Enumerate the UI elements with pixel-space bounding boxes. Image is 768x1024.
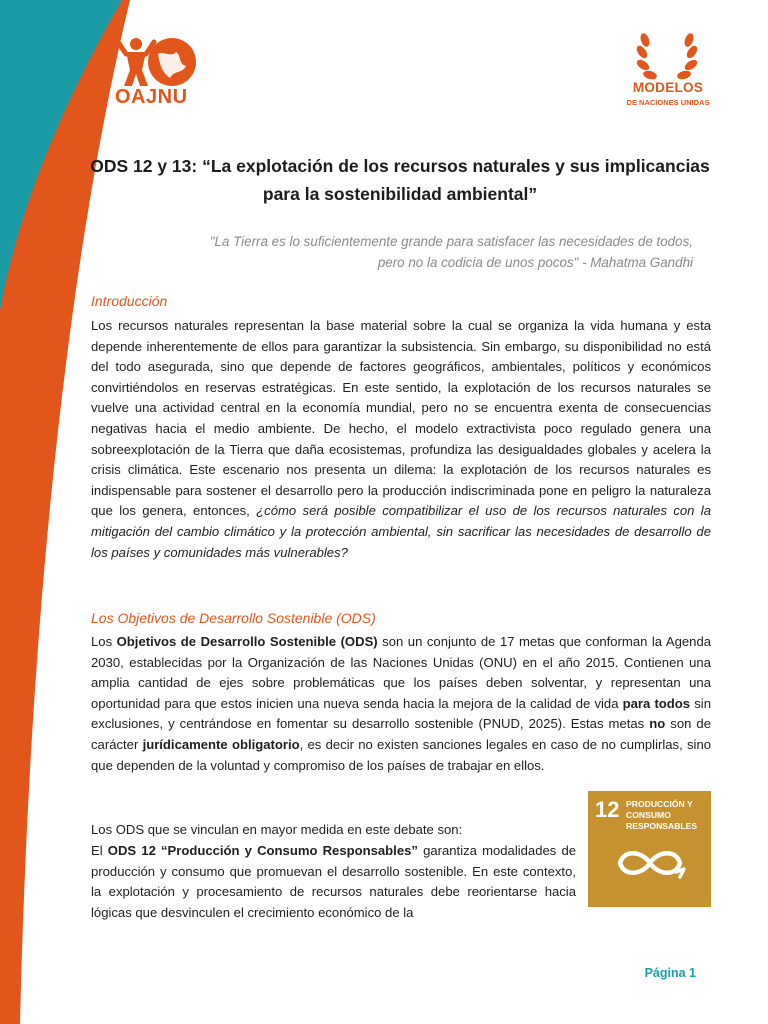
ods-bold-1: Objetivos de Desarrollo Sostenible (ODS) xyxy=(116,634,378,649)
intro-question: ¿cómo será posible compatibilizar el uso de los recursos naturales con la mitigación del cambio climático y la protección ambiental, sin sacrificar las necesidades de desarrollo de los países y comunidades más vulnerables? xyxy=(91,503,711,560)
modelos-logo-subtitle: DE NACIONES UNIDAS xyxy=(626,98,710,107)
intro-heading: Introducción xyxy=(91,293,168,309)
ods-paragraph xyxy=(91,632,711,776)
ods-bold-2: para todos xyxy=(622,695,691,711)
ods-bold-3: no xyxy=(649,716,666,732)
ods12-paragraph xyxy=(91,841,576,923)
ods-bold-4: jurídicamente obligatorio xyxy=(142,736,300,752)
ods-heading: Los Objetivos de Desarrollo Sostenible (ODS) xyxy=(91,610,376,626)
ods-text-3: sin exclusiones, y centrándose en fomentar su desarrollo sostenible (PNUD, 2025). Estas metas xyxy=(91,695,711,732)
sdg-12-tile xyxy=(588,791,711,907)
ods12-bold-1: ODS 12 “Producción y Consumo Responsables” xyxy=(107,843,418,858)
intro-paragraph xyxy=(91,316,711,563)
ods-text-4: son de carácter xyxy=(91,716,711,752)
quote-line-1: "La Tierra es lo suficientemente grande para satisfacer las necesidades de todos, xyxy=(209,234,693,249)
document-title: ODS 12 y 13: “La explotación de los recursos naturales y sus implicancias para la sostenibilidad ambiental” xyxy=(90,156,710,204)
ods-text-1: Los xyxy=(91,634,117,649)
ods-text-2: son un conjunto de 17 metas que conforman la Agenda 2030, establecidas por la Organización de las Naciones Unidas (ONU) en el año 2015. Contienen una amplia cantidad de ejes sobre problemáticas que los países deben solventar, y representan una oportunidad para que estos inicien una nueva senda hacia la mejora de la calidad de vida xyxy=(91,634,712,711)
epigraph-quote xyxy=(110,231,693,273)
ods12-text-1: El xyxy=(91,843,108,858)
quote-line-2: pero no la codicia de unos pocos" - Mahatma Gandhi xyxy=(377,255,693,270)
ods-link-intro: Los ODS que se vinculan en mayor medida en este debate son: xyxy=(91,822,463,837)
ods12-text-2: garantiza modalidades de producción y consumo que promuevan el desarrollo sostenible. En este contexto, la explotación y procesamiento de recursos naturales debe reorientarse hacia lógicas que desvinculen el crecimiento económico de la xyxy=(91,843,577,920)
modelos-logo-title: MODELOS xyxy=(632,80,704,95)
sdg-label: PRODUCCIÓN Y CONSUMO RESPONSABLES xyxy=(626,799,698,831)
oajnu-logo-text: OAJNU xyxy=(115,86,188,108)
page-number: Página 1 xyxy=(644,966,696,980)
intro-text: Los recursos naturales representan la base material sobre la cual se organiza la vida humana y esta depende inherentemente de ellos para garantizar la subsistencia. Sin embargo, su disponibilidad no está del todo asegurada, sino que depende de factores geográficos, ambientales, políticos y económicos convirtiéndolos en reservas estratégicas. En este sentido, la explotación de los recursos naturales se vuelve una actividad central en la economía mundial, pero no se encuentra exenta de consecuencias negativas hacia el medio ambiente. De hecho, el modelo extractivista poco regulado genera una sobreexplotación de la Tierra que daña ecosistemas, profundiza las desigualdades globales y acelera la crisis climática. Este escenario nos presenta un dilema: la explotación de los recursos naturales es indispensable para sostener el desarrollo pero la producción indiscriminada pone en peligro la naturaleza que los genera, entonces, xyxy=(91,318,711,519)
sdg-number: 12 xyxy=(595,797,620,822)
ods-text-5: , es decir no existen sanciones legales en caso de no cumplirlas, sino que dependen de la voluntad y compromiso de los países de trabajar en ellos. xyxy=(91,736,712,773)
infinity-arrow-icon xyxy=(610,839,690,887)
